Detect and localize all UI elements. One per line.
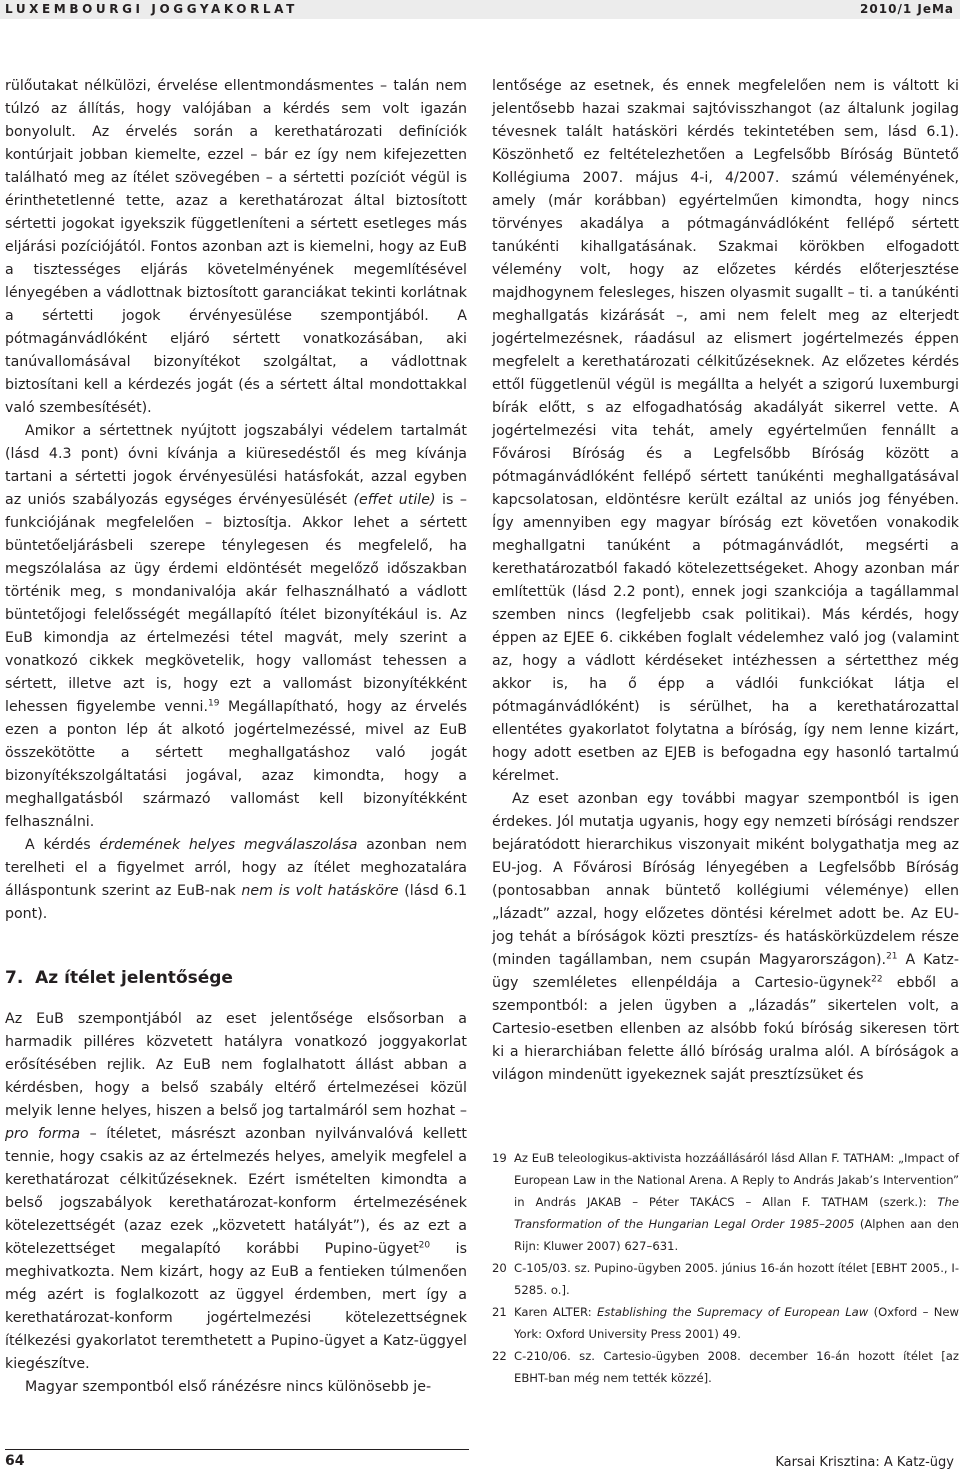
- paragraph: rülőutakat nélkülözi, érvelése ellentmondásmentes – talán nem túlzó az állítás, hogy valójában a kérdés sem volt igazán bonyolult. Az érvelés során a kerethatározati definíciók kontúrjait jobban kiemelte, ezzel – bár ez így nem kifejezetten található meg az ítélet szövegében – a sértetti pozíciót végül is érinthetetlenné tette, azaz a kerethatározat által biztosított sértetti jogokat igyekszik függetleníteni a sértett esetleges más eljárási pozíciójától. Fontos azonban azt is kiemelni, hogy az EuB a tisztességes eljárás követelményének megemlítésével lényegében a vádlottnak biztosított garanciákat tekinti korlátnak a sértetti jogok érvényesülése szempontjából. A pótmagánvádlóként eljáró sértett vonatkozásában, aki tanúvallomásával bizonyítékot szolgáltat, a vádlottnak biztosítani kell a kérdezés jogát (és a sértett által mondottakkal való szembesítését).: [5, 78, 467, 416]
- paragraph: Magyar szempontból első ránézésre nincs különösebb je-: [25, 1379, 432, 1395]
- footnote-text: C-210/06. sz. Cartesio-ügyben 2008. december 16-án hozott ítélet [az EBHT-ban még nem tették közzé].: [514, 1349, 959, 1385]
- section-number: 7.: [5, 968, 24, 988]
- footnote-number: 21: [492, 1305, 507, 1319]
- issue-label: 2010/1 JeMa: [860, 2, 954, 16]
- footnote: [492, 1147, 959, 1257]
- paragraph: Az eset azonban egy további magyar szempontból is igen érdekes. Jól mutatja ugyanis, hogy egy nemzeti bírósági rendszer bejáratódott hierarchikus viszonyait miként bolygathatja meg az EU-jog. A Fővárosi Bíróság lényegében a Legfelsőbb Bíróság (pontosabban annak büntető kollégiumi véleménye) ellen „lázadt” azzal, hogy előzetes döntési kérelmet adott be. Az EU-jog tehát a bíróságok közti presztízs- és hatáskörküzdelem része (minden tagállamban, nem csupán Magyarországon).$^{21}$ A Katz-ügy szemléletes ellenpéldája a Cartesio-ügynek$^{22}$ ebből a szempontból: a jelen ügyben a „lázadás” sikertelen volt, a Cartesio-esetben ellenben az alsóbb fokú bíróság sikeresen tört ki a hierarchiában felette álló bíróság uralma alól. A bíróságok a világon mindenütt igyekeznek saját presztízsüket és: [492, 791, 959, 1083]
- footnote-text: Karen ALTER: Establishing the Supremacy of European Law (Oxford – New York: Oxford University Press 2001) 49.: [514, 1305, 960, 1341]
- page-number: 64: [5, 1453, 25, 1469]
- paragraph: lentősége az esetnek, és ennek megfelelően nem is váltott ki jelentősebb hazai szakmai sajtóvisszhangot (az általunk jogilag tévesnek talált hatásköri kérdés tekintetében sem, lásd 6.1). Köszönhető ez feltételezhetően a Legfelsőbb Bíróság Büntető Kollégiuma 2007. május 4-i, 4/2007. számú véleményének, amely (már korábban) egyértelműen kimondta, hogy nincs törvényes akadálya a pótmagánvádlóként fellépő sértett tanúkénti kihallgatásának. Szakmai körökben elfogadott vélemény volt, hogy az előzetes kérdés előterjesztése majdhogynem felesleges, hiszen olyasmit sugallt – ti. a tanúkénti meghallgatás kizárását –, ami nem felelt meg az elterjedt jogértelmezésnek, ráadásul az elismert jogértelmezés éppen megfelelt a kerethatározati célkitűzéseknek. Az előzetes kérdés ettől függetlenül végül is megállta a helyét a szigorú luxemburgi bírák előtt, s az elfogadhatóság akadályát sikerrel vette. A jogértelmezési vita tehát, amely egyértelműen fennállt a Fővárosi Bíróság és a Legfelsőbb Bíróság között a pótmagánvádlóként fellépő sértett tanúkénti meghallgatásával kapcsolatosan, eldöntésre került ezáltal az uniós jog fényében. Így amennyiben egy magyar bíróság ezt követően vonakodik meghallgatni tanúként a pótmagánvádlót, megsérti a kerethatározatból fakadó kötelezettségeket. Ahogy azonban már említettük (lásd 2.2 pont), ennek jogi szankciója a tagállammal szemben nincs (legfeljebb csak politikai). Más kérdés, hogy éppen az EJEE 6. cikkében foglalt védelemhez való jog (valamint az, hogy a vádlott kérdéseket intézhessen a sértetthez még akkor is, ha ő épp a vádlói funkciókat látja el pótmagánvádlóként) is sérülhet, ha a kerethatározattal ellentétes gyakorlatot folytatna a bíróság, így nem lenne kizárt, hogy adott esetben az EJEB is befogadna egy hasonló tartalmú kérelmet.: [492, 78, 959, 784]
- paragraph: Amikor a sértettnek nyújtott jogszabályi védelem tartalmát (lásd 4.3 pont) óvni kívánja a kiüresedéstől és meg kívánja tartani a sértetti jogok érvényesülési hatásfokát, azzal egyben az uniós szabályozás egységes érvényesülését (effet utile) is – funkciójának megfelelően – biztosítja. Akkor lehet a sértett büntetőeljárásbeli szerepe ténylegesen és megfelelő, ha megszólalása az ügy érdemi eldöntését megelőző időszakban történik meg, s mondanivalója akár felhasználható a vádlott büntetőjogi felelősségét megállapító ítélet bizonyítékául is. Az EuB kimondja az értelmezési tétel magvát, mely szerint a vonatkozó cikkek megkövetelik, hogy vallomást tehessen a sértett, illetve azt is, hogy ezt a vallomást bizonyítékként lehessen figyelembe venni.$^{19}$ Megállapítható, hogy az érvelés ezen a ponton lép át alkotó jogértelmezéssé, mivel az EuB összekötötte a sértett meghallgatáshoz való jogát bizonyítékszolgáltatási jogával, azaz kimondta, hogy a meghallgatásból származó vallomást kell bizonyítékként felhasználni.: [5, 423, 467, 830]
- running-footer-title: Karsai Krisztina: A Katz-ügy: [775, 1455, 954, 1470]
- left-column: [5, 75, 467, 1399]
- running-header: [0, 0, 960, 19]
- footer-rule: [5, 1449, 469, 1450]
- right-column: [492, 75, 959, 1087]
- section-title: Az ítélet jelentősége: [35, 968, 233, 988]
- footnote-number: 22: [492, 1349, 507, 1363]
- footnotes: [492, 1147, 959, 1389]
- footnote-ref[interactable]: 22: [871, 974, 883, 985]
- journal-title: LUXEMBOURGI JOGGYAKORLAT: [5, 2, 298, 16]
- footnote-number: 19: [492, 1151, 507, 1165]
- footnote: [492, 1345, 959, 1389]
- footnote: [492, 1301, 959, 1345]
- footnote-text: Az EuB teleologikus-aktivista hozzáállásáról lásd Allan F. TATHAM: „Impact of European Law in the National Arena. A Reply to András Jakab’s Intervention” in András JAKAB – Péter TAKÁCS – Allan F. TATHAM (szerk.): The Transformation of the Hungarian Legal Order 1985–2005 (Alphen aan den Rijn: Kluwer 2007) 627–631.: [514, 1151, 959, 1253]
- footnote-ref[interactable]: 21: [886, 951, 898, 962]
- footnote-number: 20: [492, 1261, 507, 1275]
- footnote-ref[interactable]: 20: [418, 1240, 431, 1251]
- paragraph: Az EuB szempontjából az eset jelentősége elsősorban a harmadik pilléres közvetett hatályra vonatkozó joggyakorlat erősítésében rejlik. Az EuB nem foglalhatott állást abban a kérdésben, hogy a belső szabály eltérő értelmezései közül melyik lenne helyes, hiszen a belső jog tartalmáról sem hozhat – pro forma – ítéletet, másrészt azonban nyilvánvalóvá kellett tennie, hogy csakis az az értelmezés helyes, amelyik megfelel a kerethatározat célkitűzéseknek. Ezért ismételten kimondta a belső jogszabályok kerethatározat-konform értelmezésének kötelezettségét (azaz ezek „közvetett hatályát”), és az ezt a kötelezettséget megalapító korábbi Pupino-ügyet$^{20}$ is meghivatkozta. Nem kizárt, hogy az EuB a fentieken túlmenően még azért is foglalkozott az üggyel érdemben, mert így a kerethatározat-konform jogértelmezési kötelezettségnek ítélkezési gyakorlatot teremthetett a Pupino-ügyet a Katz-üggyel kiegészítve.: [5, 1011, 468, 1372]
- footnote-ref[interactable]: 19: [207, 698, 220, 709]
- section-heading: [5, 968, 467, 988]
- footnote: [492, 1257, 959, 1301]
- paragraph: A kérdés érdemének helyes megválaszolása azonban nem terelheti el a figyelmet arról, hogy az ítélet meghozatalára álláspontunk szerint az EuB-nak nem is volt hatásköre (lásd 6.1 pont).: [5, 837, 467, 922]
- footnote-text: C-105/03. sz. Pupino-ügyben 2005. június 16-án hozott ítélet [EBHT 2005., I-5285. o.].: [514, 1261, 959, 1297]
